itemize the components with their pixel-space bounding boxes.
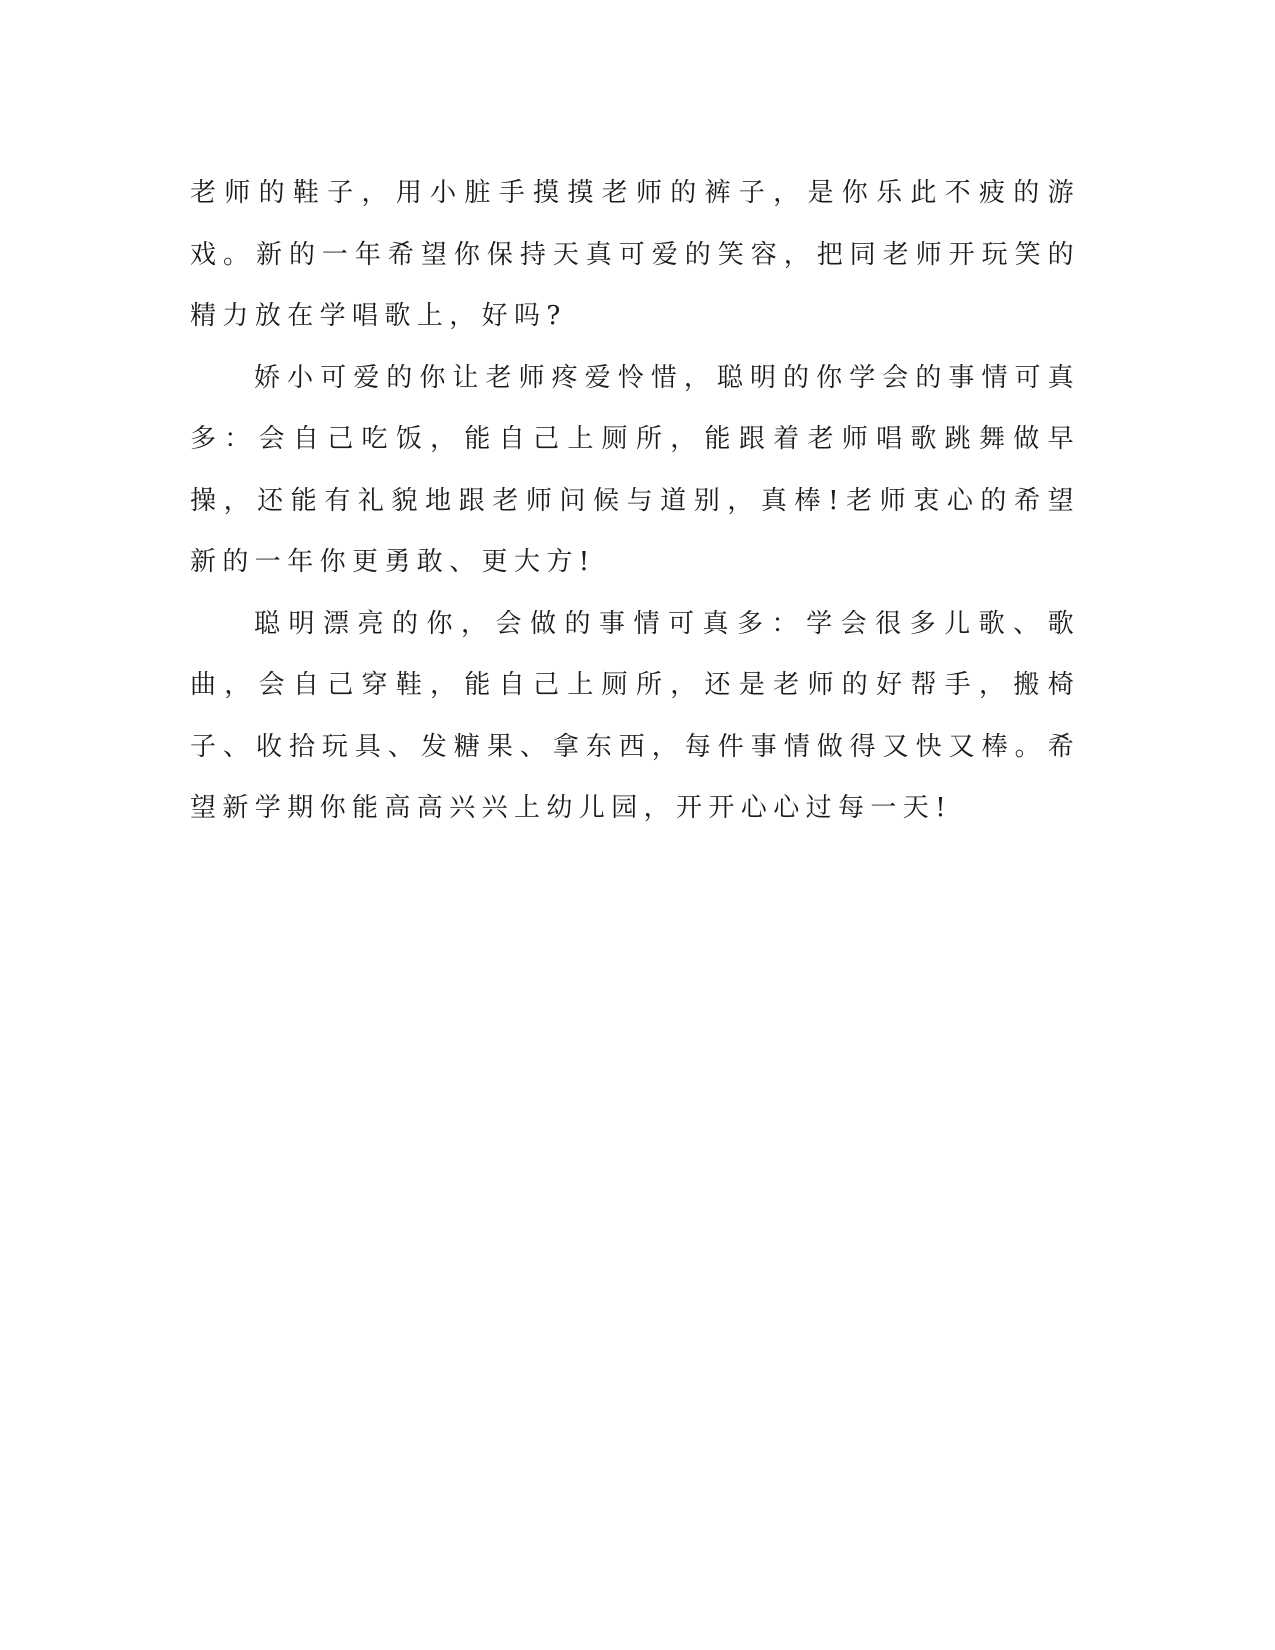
paragraph-third: 聪明漂亮的你，会做的事情可真多：学会很多儿歌、歌曲，会自己穿鞋，能自己上厕所，还是老师的好帮手，搬椅子、收拾玩具、发糖果、拿东西，每件事情做得又快又棒。希望新学期你能高高兴兴上幼儿园，开开心心过每一天! — [190, 608, 1080, 823]
paragraph-continued: 老师的鞋子，用小脏手摸摸老师的裤子，是你乐此不疲的游戏。新的一年希望你保持天真可爱的笑容，把同老师开玩笑的精力放在学唱歌上，好吗? — [190, 178, 1080, 331]
document-body — [190, 163, 1080, 840]
paragraph-second: 娇小可爱的你让老师疼爱怜惜，聪明的你学会的事情可真多：会自己吃饭，能自己上厕所，能跟着老师唱歌跳舞做早操，还能有礼貌地跟老师问候与道别，真棒!老师衷心的希望新的一年你更勇敢、更大方! — [190, 362, 1080, 577]
